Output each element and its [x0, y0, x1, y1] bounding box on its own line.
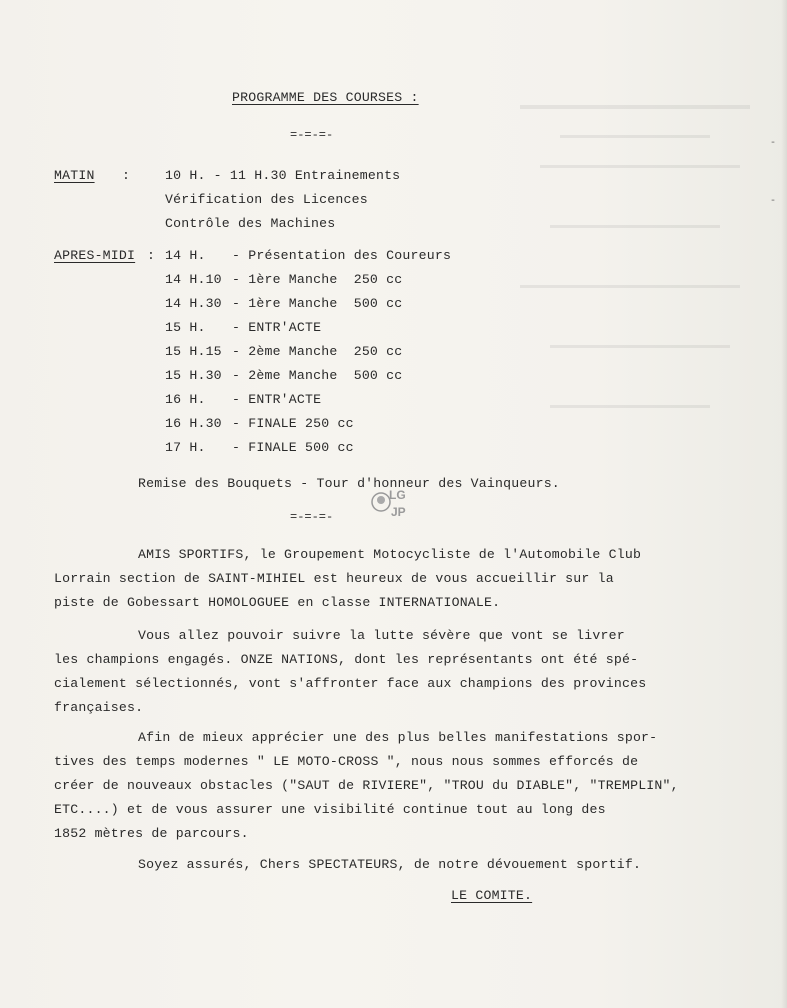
apres-midi-colon: :	[147, 248, 156, 263]
bleed-line	[550, 405, 710, 408]
schedule-time: 15 H.15	[165, 344, 222, 359]
paragraph-line: Vous allez pouvoir suivre la lutte sévère que vont se livrer	[138, 628, 625, 643]
matin-colon: :	[122, 168, 131, 183]
remise-line: Remise des Bouquets - Tour d'honneur des Vainqueurs.	[138, 476, 560, 491]
schedule-time: 16 H.30	[165, 416, 222, 431]
page-title: PROGRAMME DES COURSES :	[232, 90, 419, 105]
matin-label: MATIN	[54, 168, 95, 183]
paragraph-line: françaises.	[54, 700, 144, 715]
margin-mark: -	[770, 138, 777, 149]
page-edge-shadow	[781, 0, 787, 1008]
signature: LE COMITE.	[451, 888, 533, 903]
schedule-event: - FINALE 500 cc	[232, 440, 354, 455]
paragraph-line: créer de nouveaux obstacles ("SAUT de RIVIERE", "TROU du DIABLE", "TREMPLIN",	[54, 778, 679, 793]
schedule-event: - ENTR'ACTE	[232, 392, 322, 407]
stamp-text-lg: LG	[389, 488, 406, 502]
schedule-event: - 2ème Manche 500 cc	[232, 368, 403, 383]
schedule-event: - 1ère Manche 500 cc	[232, 296, 403, 311]
schedule-time: 16 H.	[165, 392, 206, 407]
bleed-line	[550, 225, 720, 228]
schedule-time: 14 H.10	[165, 272, 222, 287]
show-through-texture	[500, 95, 750, 455]
schedule-time: 14 H.	[165, 248, 206, 263]
bleed-line	[520, 285, 740, 288]
matin-line: Contrôle des Machines	[165, 216, 336, 231]
paragraph-line: cialement sélectionnés, vont s'affronter face aux champions des provinces	[54, 676, 647, 691]
bleed-line	[520, 105, 750, 109]
margin-mark: -	[770, 196, 777, 207]
schedule-event: - 1ère Manche 250 cc	[232, 272, 403, 287]
paragraph-line: piste de Gobessart HOMOLOGUEE en classe INTERNATIONALE.	[54, 595, 501, 610]
lg-jp-stamp	[369, 484, 413, 524]
paragraph-line: AMIS SPORTIFS, le Groupement Motocycliste de l'Automobile Club	[138, 547, 642, 562]
schedule-time: 15 H.30	[165, 368, 222, 383]
schedule-event: - 2ème Manche 250 cc	[232, 344, 403, 359]
separator-top: =-=-=-	[290, 128, 334, 142]
schedule-event: - FINALE 250 cc	[232, 416, 354, 431]
separator-middle: =-=-=-	[290, 510, 334, 524]
paragraph-line: Lorrain section de SAINT-MIHIEL est heureux de vous accueillir sur la	[54, 571, 614, 586]
schedule-time: 15 H.	[165, 320, 206, 335]
stamp-graphic	[369, 484, 413, 524]
schedule-event: - Présentation des Coureurs	[232, 248, 452, 263]
bleed-line	[540, 165, 740, 168]
paragraph-line: ETC....) et de vous assurer une visibilité continue tout au long des	[54, 802, 606, 817]
paragraph-line: Soyez assurés, Chers SPECTATEURS, de notre dévouement sportif.	[138, 857, 642, 872]
paragraph-line: Afin de mieux apprécier une des plus belles manifestations spor-	[138, 730, 658, 745]
paragraph-line: 1852 mètres de parcours.	[54, 826, 249, 841]
paragraph-line: tives des temps modernes " LE MOTO-CROSS ", nous nous sommes efforcés de	[54, 754, 639, 769]
bleed-line	[550, 345, 730, 348]
matin-line: 10 H. - 11 H.30 Entrainements	[165, 168, 401, 183]
apres-midi-label: APRES-MIDI	[54, 248, 136, 263]
schedule-event: - ENTR'ACTE	[232, 320, 322, 335]
schedule-time: 17 H.	[165, 440, 206, 455]
schedule-time: 14 H.30	[165, 296, 222, 311]
matin-line: Vérification des Licences	[165, 192, 368, 207]
stamp-text-jp: JP	[391, 505, 406, 519]
bleed-line	[560, 135, 710, 138]
paragraph-line: les champions engagés. ONZE NATIONS, dont les représentants ont été spé-	[54, 652, 639, 667]
